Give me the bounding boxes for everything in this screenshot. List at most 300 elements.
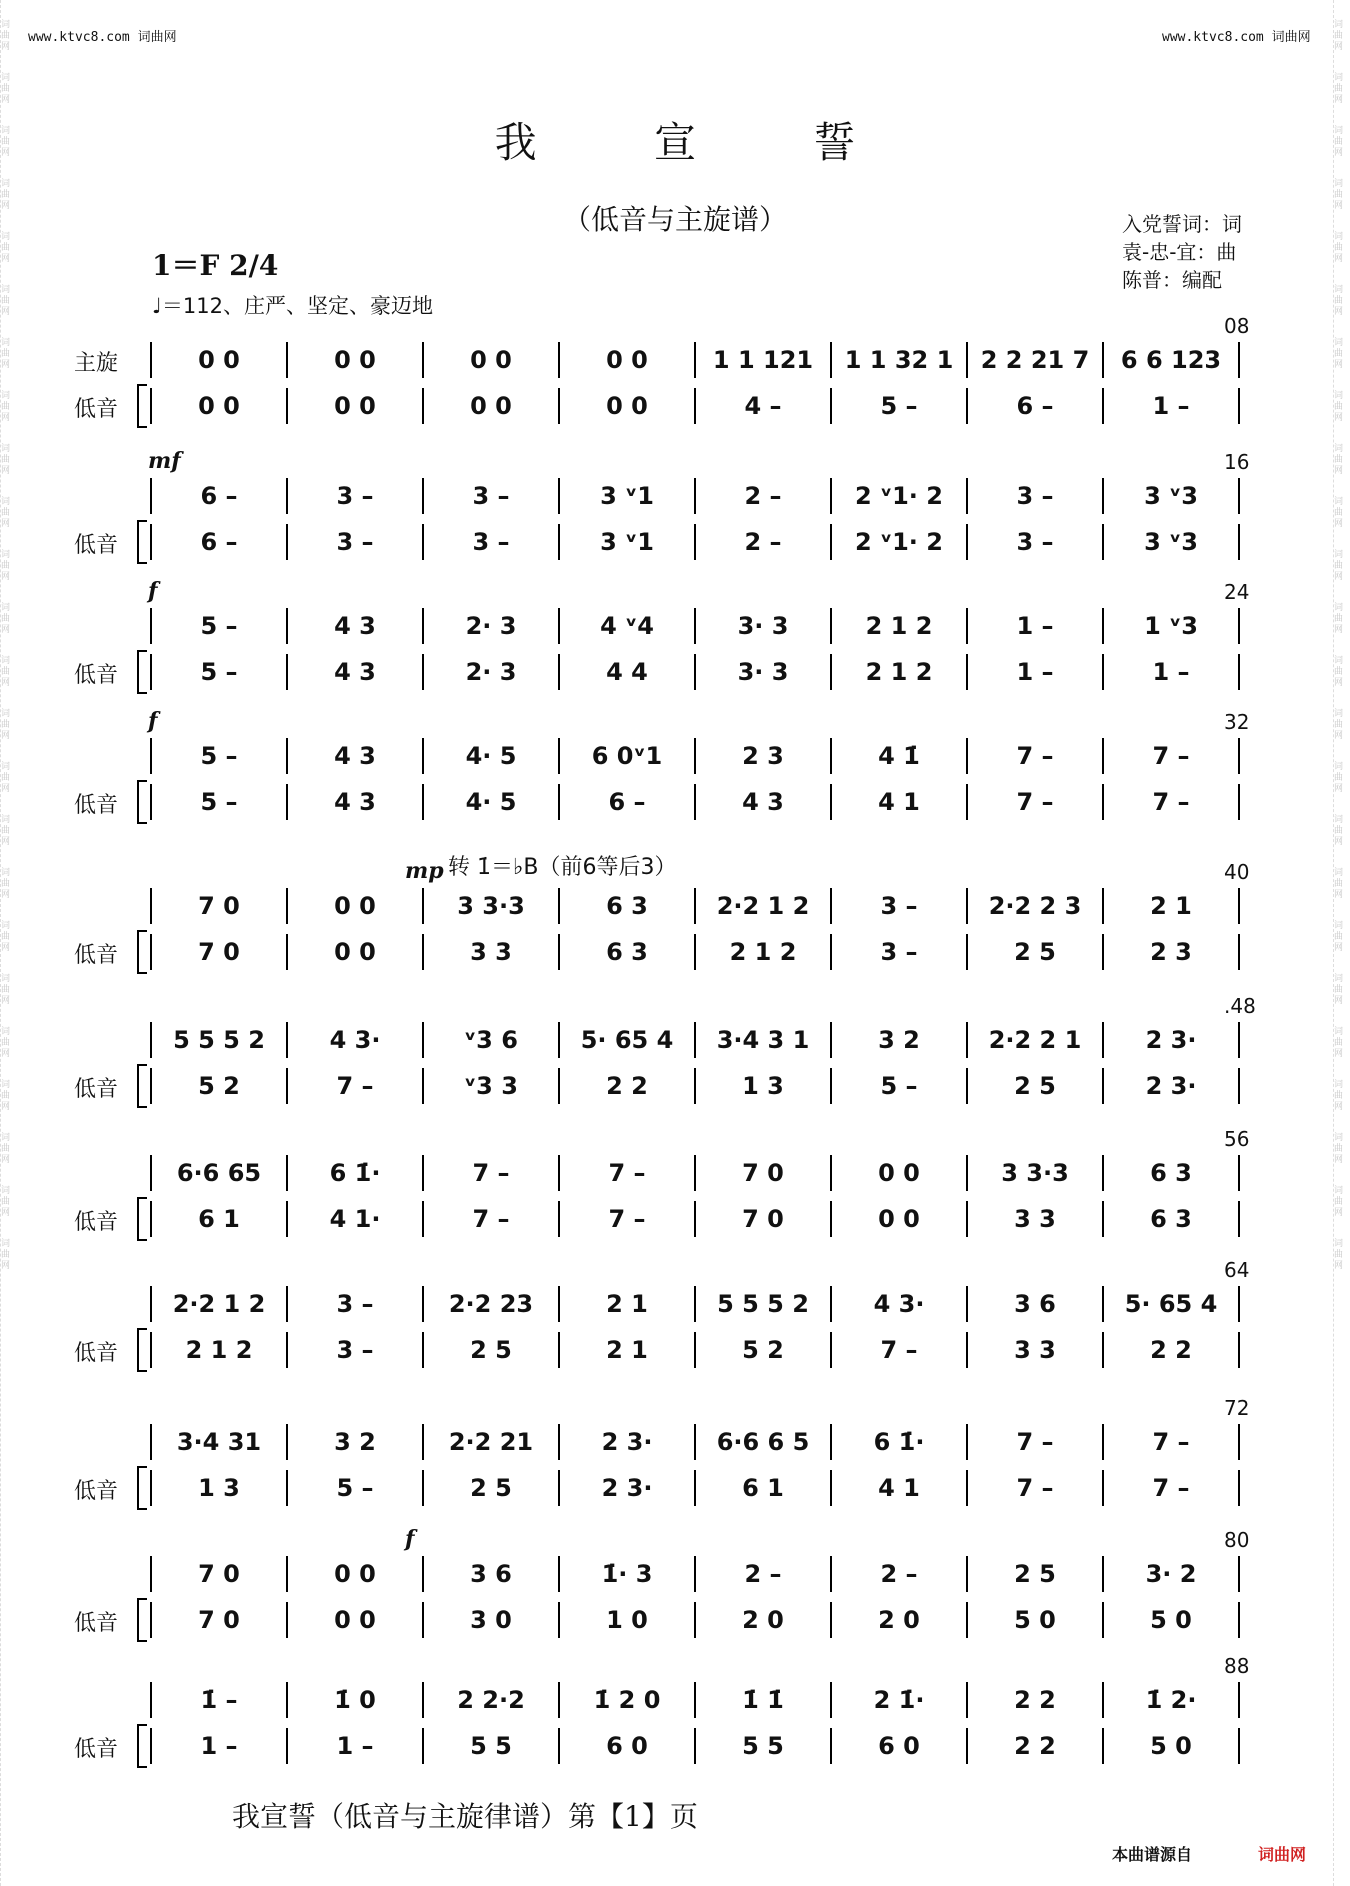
measure: 0 0 [286,388,422,424]
measure: 2 3· [1102,1068,1240,1104]
measure-number: 08 [1224,314,1250,338]
melody-staff [150,1556,1240,1592]
credit-arranger: 陈普：编配 [1122,268,1222,292]
bass-staff [150,1602,1240,1638]
measure: 7 – [966,738,1102,774]
measure: 6 0 [830,1728,966,1764]
watermark-text: 词曲网 [1,603,11,635]
measure: 0 0 [830,1155,966,1191]
credits [1122,210,1242,294]
dynamic-marking: f [148,708,158,734]
bass-staff [150,1728,1240,1764]
system-brace [137,520,147,564]
measure: 3 ᵛ3 [1102,478,1240,514]
tempo-marking: ♩＝112、庄严、坚定、豪迈地 [152,294,433,318]
watermark-text: 词曲网 [1,179,11,211]
song-title: 我 宣 誓 [494,118,908,167]
bottom-staff-label: 低音 [74,663,119,688]
measure: 6 1 [150,1201,286,1237]
measure: 3 ᵛ1 [558,478,694,514]
side-watermark-right [1333,0,1350,1886]
measure: 7 – [286,1068,422,1104]
modulation-marking: 转 1̇＝♭B（前6等后3） [448,855,677,880]
measure: 2 – [694,478,830,514]
measure: 2 – [830,1556,966,1592]
bass-staff [150,388,1240,424]
system-brace [137,650,147,694]
measure: 0 0 [286,1556,422,1592]
measure: 3 6 [422,1556,558,1592]
measure: 2 1 [558,1286,694,1322]
dynamic-marking: f [148,578,158,604]
watermark-text: 词曲网 [1,497,11,529]
watermark-text: 词曲网 [1,656,11,688]
watermark-text: 词曲网 [1334,285,1344,317]
watermark-text: 词曲网 [1334,974,1344,1006]
watermark-text: 词曲网 [1334,1133,1344,1165]
measure: 0 0 [286,934,422,970]
watermark-text: 词曲网 [1334,391,1344,423]
melody-staff [150,888,1240,924]
measure: 4 1 [830,1470,966,1506]
measure: 2· 3 [422,654,558,690]
measure: 7 0 [694,1155,830,1191]
watermark-text: 词曲网 [1,338,11,370]
measure: 0 0 [558,342,694,378]
measure: ᵛ3 6 [422,1022,558,1058]
measure: 0 0 [286,1602,422,1638]
measure: 1 3 [694,1068,830,1104]
measure: 2 1 [1102,888,1240,924]
measure: 2·2 23 [422,1286,558,1322]
watermark-text: 词曲网 [1334,126,1344,158]
system-brace [137,780,147,824]
bottom-staff-label: 低音 [74,1737,119,1762]
measure-number: 16 [1224,450,1250,474]
measure: 5 – [150,784,286,820]
bass-staff [150,1332,1240,1368]
measure: 2 3· [558,1424,694,1460]
watermark-text: 词曲网 [1334,232,1344,264]
measure: 7 – [1102,1470,1240,1506]
watermark-text: 词曲网 [1334,603,1344,635]
watermark-text: 词曲网 [1,391,11,423]
measure: 4 3· [830,1286,966,1322]
system-brace [137,1724,147,1768]
measure: 7 – [966,784,1102,820]
watermark-text: 词曲网 [1334,1239,1344,1271]
watermark-text: 词曲网 [1334,179,1344,211]
measure: 1̇ 2· [1102,1682,1240,1718]
header-site-right: www.ktvc8.com 词曲网 [1162,30,1311,45]
measure: 6 6 123 [1102,342,1240,378]
watermark-text: 词曲网 [1334,550,1344,582]
measure: 2 1 2 [830,608,966,644]
measure: 2 2 [966,1682,1102,1718]
measure-number: 80 [1224,1528,1250,1552]
bass-staff [150,524,1240,560]
measure: 1 1 32 1 [830,342,966,378]
bottom-staff-label: 低音 [74,1077,119,1102]
measure: 1 – [1102,654,1240,690]
measure: 2 2 [966,1728,1102,1764]
system-brace [137,1328,147,1372]
measure: 6 – [150,478,286,514]
dynamic-marking: f [405,1526,415,1552]
watermark-text: 词曲网 [1,73,11,105]
watermark-text: 词曲网 [1334,815,1344,847]
measure: 3 – [830,934,966,970]
song-subtitle: （低音与主旋谱） [562,203,787,236]
bass-staff [150,784,1240,820]
system-brace [137,1064,147,1108]
measure: 3 ᵛ1 [558,524,694,560]
measure: 1 – [966,608,1102,644]
watermark-text: 词曲网 [1,550,11,582]
measure: 1 – [286,1728,422,1764]
measure: 3 ᵛ3 [1102,524,1240,560]
measure: 2 – [694,1556,830,1592]
measure: 7 0 [150,934,286,970]
measure: 4 4 [558,654,694,690]
measure: 5 2 [150,1068,286,1104]
watermark-text: 词曲网 [1,1239,11,1271]
measure: 3 – [422,524,558,560]
measure: 1 – [150,1728,286,1764]
measure: 2 1 2 [694,934,830,970]
melody-staff [150,608,1240,644]
bass-staff [150,1201,1240,1237]
bass-staff [150,1470,1240,1506]
measure: 1 3 [150,1470,286,1506]
melody-staff [150,1424,1240,1460]
measure: 7 – [1102,784,1240,820]
measure: 5 5 [694,1728,830,1764]
measure: 6 1 [694,1470,830,1506]
measure-number: .48 [1224,994,1256,1018]
measure: 3 2 [830,1022,966,1058]
bottom-staff-label: 低音 [74,397,119,422]
watermark-text: 词曲网 [1,709,11,741]
system-brace [137,930,147,974]
watermark-text: 词曲网 [1334,868,1344,900]
measure: 2 2·2 [422,1682,558,1718]
source-label: 本曲谱源自 [1112,1845,1193,1864]
watermark-text: 词曲网 [1,444,11,476]
page-footer: 我宣誓（低音与主旋律谱）第【1】页 [232,1800,698,1833]
measure: 1 – [1102,388,1240,424]
measure: 5 – [150,738,286,774]
measure: 5 5 5 2 [694,1286,830,1322]
measure: 2 3· [1102,1022,1240,1058]
measure-number: 56 [1224,1127,1250,1151]
measure: 7 – [1102,1424,1240,1460]
measure: 3 – [966,478,1102,514]
measure: 3 6 [966,1286,1102,1322]
measure: 7 0 [150,888,286,924]
bass-staff [150,934,1240,970]
measure: 2 3 [1102,934,1240,970]
watermark-text: 词曲网 [1,974,11,1006]
measure: 6 3 [1102,1201,1240,1237]
measure: 1̇ 2 0 [558,1682,694,1718]
measure: 3 – [286,524,422,560]
system-brace [137,1598,147,1642]
measure: 3· 3 [694,654,830,690]
bottom-staff-label: 低音 [74,1210,119,1235]
measure: 6 3 [558,934,694,970]
watermark-text: 词曲网 [1,20,11,52]
measure: 2 3· [558,1470,694,1506]
measure: 4 3 [694,784,830,820]
watermark-text: 词曲网 [1334,921,1344,953]
measure: 2 0 [830,1602,966,1638]
measure: 3 – [966,524,1102,560]
measure: 3 0 [422,1602,558,1638]
measure: 3 3 [966,1332,1102,1368]
melody-staff [150,1286,1240,1322]
measure: 1 1 121 [694,342,830,378]
measure: 6·6 6 5 [694,1424,830,1460]
measure: 2 5 [966,934,1102,970]
measure: 5 5 5 2 [150,1022,286,1058]
measure: 3 3·3 [422,888,558,924]
measure: 0 0 [558,388,694,424]
measure: 5 – [150,654,286,690]
measure: 7 – [558,1155,694,1191]
measure: 4· 5 [422,784,558,820]
top-staff-label: 主旋 [74,351,119,376]
measure: 4 3 [286,654,422,690]
measure-number: 88 [1224,1654,1250,1678]
measure: 1̇ – [150,1682,286,1718]
measure: 2·2 2 3 [966,888,1102,924]
measure-number: 72 [1224,1396,1250,1420]
measure: 6 0 [558,1728,694,1764]
measure-number: 40 [1224,860,1250,884]
measure: 4 1· [286,1201,422,1237]
measure: 0 0 [286,342,422,378]
measure: 1̇ 0 [286,1682,422,1718]
watermark-text: 词曲网 [1334,762,1344,794]
watermark-text: 词曲网 [1,762,11,794]
measure: 0 0 [422,342,558,378]
measure: 7 0 [150,1602,286,1638]
measure: 3 3·3 [966,1155,1102,1191]
measure: 2 1 2 [150,1332,286,1368]
watermark-text: 词曲网 [1334,1080,1344,1112]
bottom-staff-label: 低音 [74,1479,119,1504]
measure: 6 3 [1102,1155,1240,1191]
measure: 7 – [422,1201,558,1237]
measure: 2 2 [1102,1332,1240,1368]
measure: 2· 3 [422,608,558,644]
measure: 3 – [422,478,558,514]
measure: 3 3 [422,934,558,970]
measure: 1̇ 1̇ [694,1682,830,1718]
measure: 7 – [966,1470,1102,1506]
measure: 0 0 [286,888,422,924]
measure: 6 1̇· [286,1155,422,1191]
watermark-text: 词曲网 [1334,1027,1344,1059]
measure: 3 – [286,1332,422,1368]
measure: 0 0 [830,1201,966,1237]
measure: ᵛ3 3 [422,1068,558,1104]
measure-number: 32 [1224,710,1250,734]
measure: 0 0 [422,388,558,424]
bottom-staff-label: 低音 [74,533,119,558]
measure: 2 ᵛ1· 2 [830,478,966,514]
measure: 1 0 [558,1602,694,1638]
watermark-text: 词曲网 [1,1027,11,1059]
watermark-text: 词曲网 [1334,656,1344,688]
credit-music: 袁-忠-宜：曲 [1122,240,1237,264]
measure: 3 3 [966,1201,1102,1237]
measure: 2·2 2 1 [966,1022,1102,1058]
measure: 2 5 [966,1068,1102,1104]
watermark-text: 词曲网 [1,232,11,264]
measure: 4 1 [830,784,966,820]
measure: 4 1̇ [830,738,966,774]
system-brace [137,1197,147,1241]
measure: 6 1̇· [830,1424,966,1460]
measure: 3·4 31 [150,1424,286,1460]
watermark-text: 词曲网 [1334,20,1344,52]
measure: 1̇· 3 [558,1556,694,1592]
watermark-text: 词曲网 [1,815,11,847]
measure: 4 ᵛ4 [558,608,694,644]
measure: 5 – [830,388,966,424]
melody-staff [150,1022,1240,1058]
measure: 4 3 [286,608,422,644]
watermark-text: 词曲网 [1,921,11,953]
measure: 4 3 [286,784,422,820]
measure: 5 0 [1102,1602,1240,1638]
watermark-text: 词曲网 [1334,73,1344,105]
measure: 6 0ᵛ1 [558,738,694,774]
measure: 7 0 [694,1201,830,1237]
measure: 1 ᵛ3 [1102,608,1240,644]
bottom-staff-label: 低音 [74,1611,119,1636]
measure: 7 – [966,1424,1102,1460]
measure: 3·4 3 1 [694,1022,830,1058]
system-brace [137,384,147,428]
bottom-staff-label: 低音 [74,793,119,818]
measure: 2 ᵛ1· 2 [830,524,966,560]
watermark-text: 词曲网 [1334,444,1344,476]
dynamic-marking: mf [148,448,181,474]
watermark-text: 词曲网 [1334,709,1344,741]
measure: 7 – [422,1155,558,1191]
measure: 5 0 [1102,1728,1240,1764]
measure: 3 – [286,1286,422,1322]
measure: 3· 3 [694,608,830,644]
measure: 4 – [694,388,830,424]
melody-staff [150,1155,1240,1191]
measure: 2 – [694,524,830,560]
side-watermark-left [0,0,17,1886]
measure: 3 – [286,478,422,514]
measure: 0 0 [150,342,286,378]
measure: 4· 5 [422,738,558,774]
watermark-text: 词曲网 [1334,497,1344,529]
measure: 5· 65 4 [558,1022,694,1058]
measure: 3 – [830,888,966,924]
measure: 4 3· [286,1022,422,1058]
bass-staff [150,1068,1240,1104]
measure: 3 2 [286,1424,422,1460]
measure: 2·2 21 [422,1424,558,1460]
melody-staff [150,478,1240,514]
measure: 1 – [966,654,1102,690]
measure: 2 1 2 [830,654,966,690]
watermark-text: 词曲网 [1,1133,11,1165]
measure: 2 5 [422,1332,558,1368]
watermark-text: 词曲网 [1,868,11,900]
header-site-left: www.ktvc8.com 词曲网 [28,30,177,45]
measure: 2 3 [694,738,830,774]
watermark-text: 词曲网 [1,1080,11,1112]
measure: 5 2 [694,1332,830,1368]
melody-staff [150,1682,1240,1718]
measure: 2 5 [422,1470,558,1506]
dynamic-marking: mp [405,858,444,884]
measure: 6 – [558,784,694,820]
measure: 7 0 [150,1556,286,1592]
measure: 5 – [286,1470,422,1506]
measure: 5 – [150,608,286,644]
measure: 6 – [150,524,286,560]
measure: 2 2 [558,1068,694,1104]
measure: 7 – [1102,738,1240,774]
measure: 2·2 1 2 [150,1286,286,1322]
system-brace [137,1466,147,1510]
measure: 7 – [830,1332,966,1368]
measure-number: 64 [1224,1258,1250,1282]
measure: 2 0 [694,1602,830,1638]
watermark-text: 词曲网 [1,126,11,158]
measure: 5 – [830,1068,966,1104]
measure: 0 0 [150,388,286,424]
bottom-staff-label: 低音 [74,943,119,968]
measure: 2 2 21 7 [966,342,1102,378]
measure: 4 3 [286,738,422,774]
measure: 5 5 [422,1728,558,1764]
measure: 6 – [966,388,1102,424]
measure: 2·2 1 2 [694,888,830,924]
measure: 3· 2 [1102,1556,1240,1592]
credit-lyrics: 入党誓词：词 [1122,212,1242,236]
measure: 6 3 [558,888,694,924]
watermark-text: 词曲网 [1334,338,1344,370]
bottom-staff-label: 低音 [74,1341,119,1366]
measure: 2 1̇· [830,1682,966,1718]
melody-staff [150,738,1240,774]
key-signature: 1＝F 2/4 [152,249,279,282]
measure: 2 5 [966,1556,1102,1592]
source-site-link[interactable]: 词曲网 [1258,1845,1307,1864]
measure: 6·6 65 [150,1155,286,1191]
watermark-text: 词曲网 [1,1186,11,1218]
measure: 5 0 [966,1602,1102,1638]
measure-number: 24 [1224,580,1250,604]
bass-staff [150,654,1240,690]
watermark-text: 词曲网 [1334,1186,1344,1218]
measure: 5· 65 4 [1102,1286,1240,1322]
measure: 7 – [558,1201,694,1237]
measure: 2 1 [558,1332,694,1368]
melody-staff [150,342,1240,378]
